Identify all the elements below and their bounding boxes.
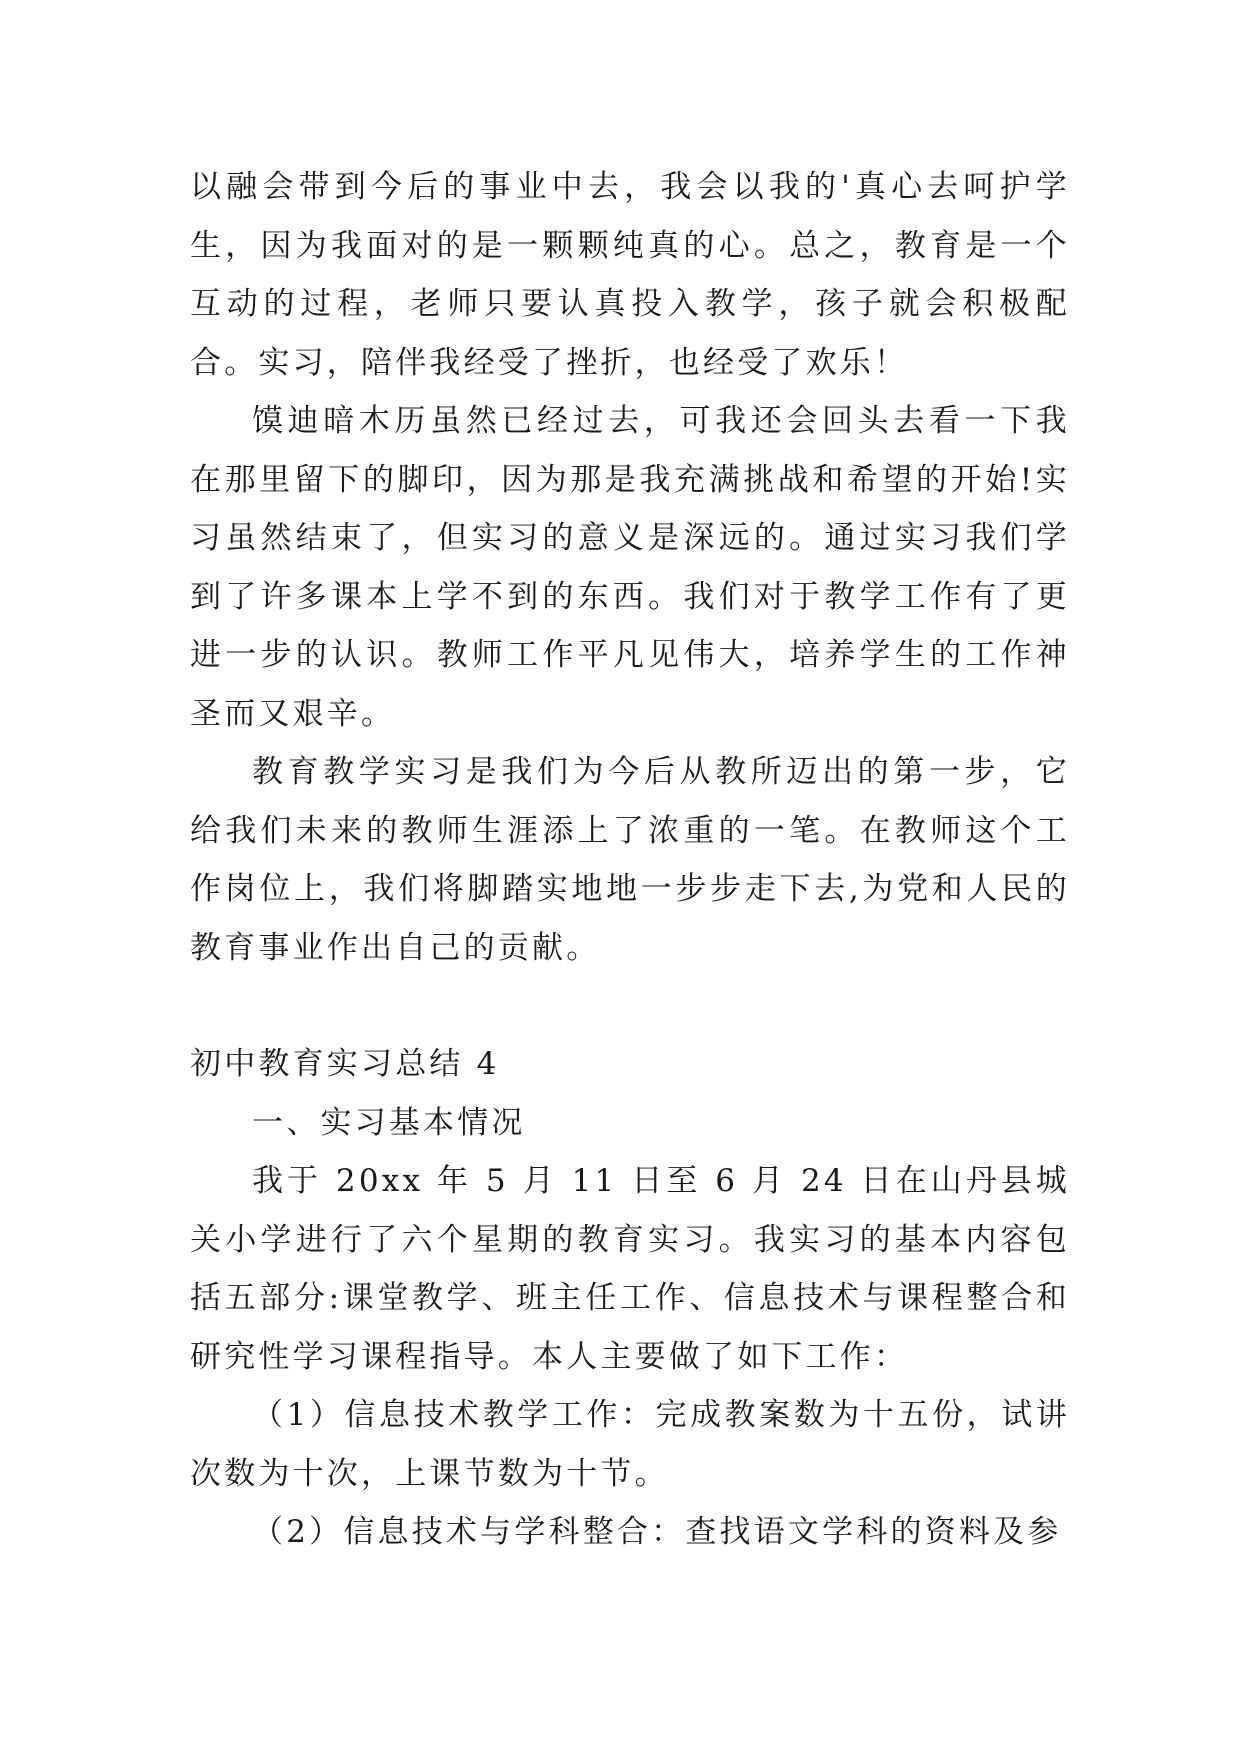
section-subheading: 一、实习基本情况	[252, 1104, 526, 1141]
section-title: 初中教育实习总结 4	[190, 1046, 500, 1082]
section-gap	[190, 977, 1070, 1035]
list-item-1: （1）信息技术教学工作：完成教案数为十五份，试讲次数为十次，上课节数为十节。	[190, 1397, 1070, 1492]
section-intro: 我于 20xx 年 5 月 11 日至 6 月 24 日在山丹县城关小学进行了六个星期的教育实习。我实习的基本内容包括五部分:课堂教学、班主任工作、信息技术与课程整合和研究性学习课程指导。本人主要做了如下工作：	[190, 1163, 1070, 1375]
paragraph-3: 教育教学实习是我们为今后从教所迈出的第一步，它给我们未来的教师生涯添上了浓重的一笔。在教师这个工作岗位上，我们将脚踏实地地一步步走下去,为党和人民的教育事业作出自己的贡献。	[190, 754, 1070, 966]
paragraph-1: 以融会带到今后的事业中去，我会以我的'真心去呵护学生，因为我面对的是一颗颗纯真的心。总之，教育是一个互动的过程，老师只要认真投入教学，孩子就会积极配合。实习，陪伴我经受了挫折，也经受了欢乐！	[190, 169, 1070, 381]
list-item-2: （2）信息技术与学科整合：查找语文学科的资料及参	[252, 1514, 1062, 1550]
paragraph-2: 馍迪暗木历虽然已经过去，可我还会回头去看一下我在那里留下的脚印，因为那是我充满挑战和希望的开始!实习虽然结束了，但实习的意义是深远的。通过实习我们学到了许多课本上学不到的东西。我们对于教学工作有了更进一步的认识。教师工作平凡见伟大，培养学生的工作神圣而又艰辛。	[190, 403, 1070, 732]
document-body	[190, 158, 1070, 1562]
